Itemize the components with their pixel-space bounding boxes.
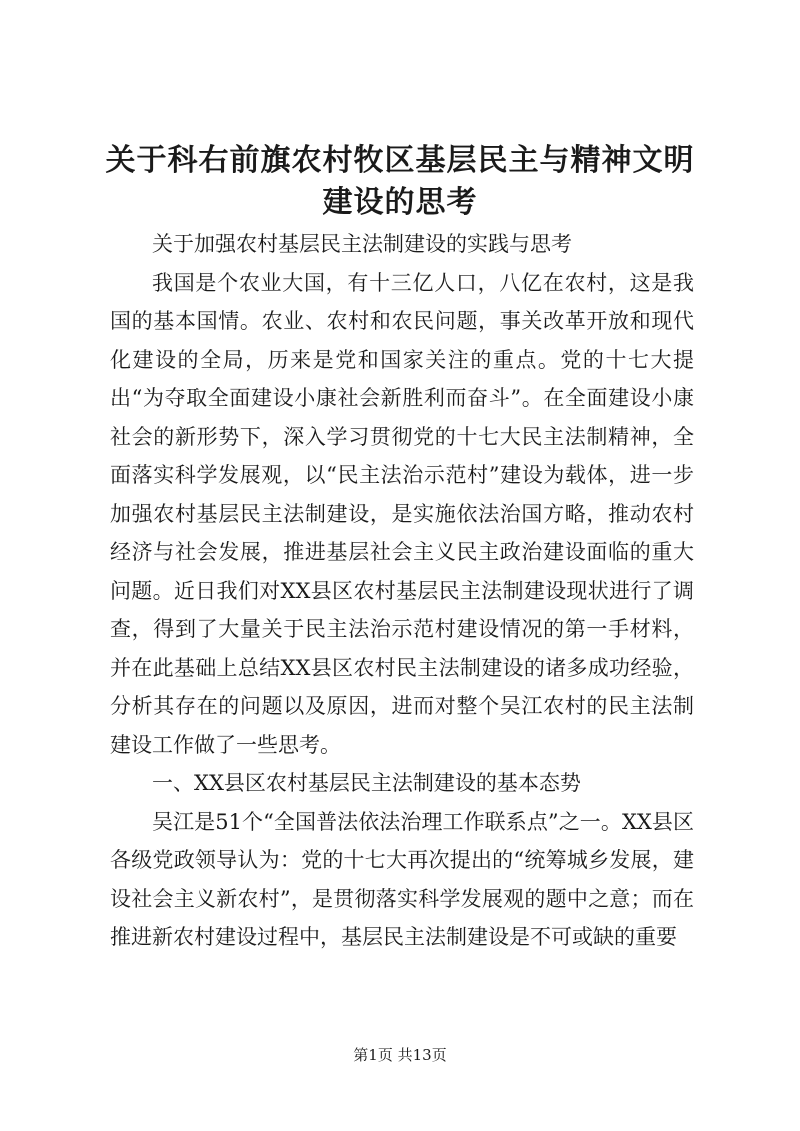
section-paragraph: 吴江是51个“全国普法依法治理工作联系点”之一。XX县区各级党政领导认为：党的十七大再次提出的“统筹城乡发展，建设社会主义新农村”，是贯彻落实科学发展观的题中之意；而在推进新农村建设过程中，基层民主法制建设是不可或缺的重要 [110,809,694,949]
page-footer: 第1页 共13页 [353,1046,447,1064]
section-heading: 一、XX县区农村基层民主法制建设的基本态势 [152,771,581,795]
intro-paragraph: 我国是个农业大国，有十三亿人口，八亿在农村，这是我国的基本国情。农业、农村和农民问题，事关改革开放和现代化建设的全局，历来是党和国家关注的重点。党的十七大提出“为夺取全面建设小康社会新胜利而奋斗”。在全面建设小康社会的新形势下，深入学习贯彻党的十七大民主法制精神，全面落实科学发展观，以“民主法治示范村”建设为载体，进一步加强农村基层民主法制建设，是实施依法治国方略，推动农村经济与社会发展，推进基层社会主义民主政治建设面临的重大问题。近日我们对XX县区农村基层民主法制建设现状进行了调查，得到了大量关于民主法治示范村建设情况的第一手材料，并在此基础上总结XX县区农村民主法制建设的诸多成功经验，分析其存在的问题以及原因，进而对整个吴江农村的民主法制建设工作做了一些思考。 [110,270,694,757]
subtitle-paragraph: 关于加强农村基层民主法制建设的实践与思考 [152,232,572,256]
document-body [110,225,694,957]
document-title: 关于科右前旗农村牧区基层民主与精神文明建设的思考 [105,143,695,220]
